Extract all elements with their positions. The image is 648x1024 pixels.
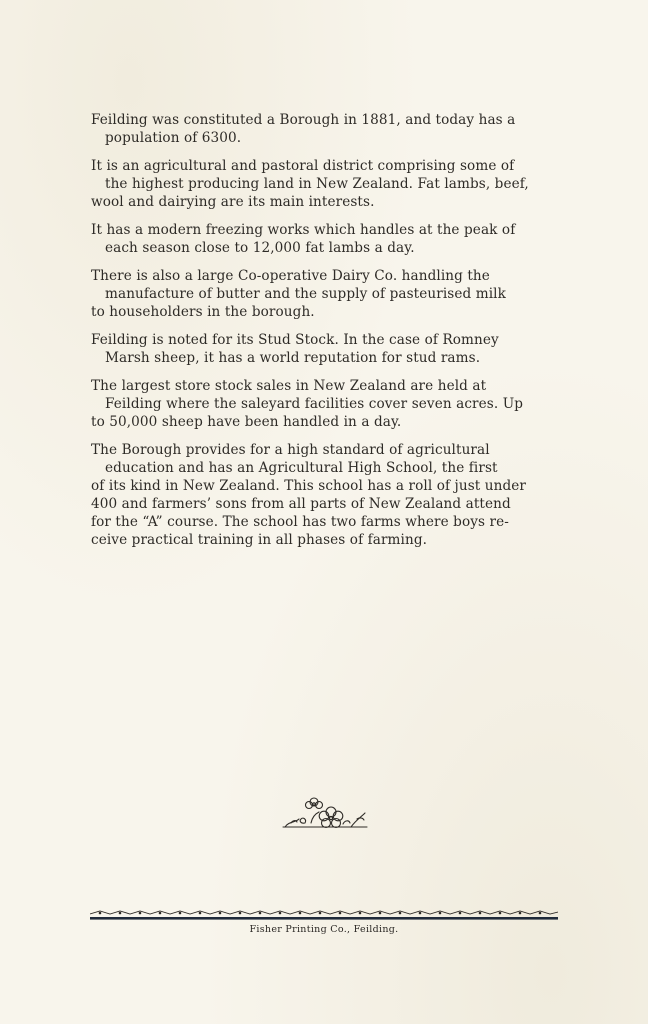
paragraph-line: for the “A” course. The school has two farms where boys re- <box>91 514 509 530</box>
paragraph-freezing-works <box>91 221 559 257</box>
paragraph-dairy <box>91 267 559 321</box>
paragraph-stock-sales <box>91 377 559 431</box>
paragraph-line: The Borough provides for a high standard of agricultural <box>91 442 490 458</box>
printer-credit: Fisher Printing Co., Feilding. <box>249 924 399 935</box>
paragraph-line: of its kind in New Zealand. This school has a roll of just under <box>91 478 527 494</box>
paragraph-line: The largest store stock sales in New Zealand are held at <box>91 378 487 394</box>
paragraph-line: the highest producing land in New Zealand. Fat lambs, beef, <box>105 176 529 192</box>
paragraph-line: Marsh sheep, it has a world reputation for stud rams. <box>105 350 481 366</box>
decorative-rule-border <box>90 907 558 923</box>
paragraph-line: It has a modern freezing works which handles at the peak of <box>91 222 516 238</box>
paragraph-line: each season close to 12,000 fat lambs a day. <box>105 240 415 256</box>
paragraph-stud-stock <box>91 331 559 367</box>
paragraph-borough <box>91 111 559 147</box>
paragraph-line: education and has an Agricultural High School, the first <box>105 460 498 476</box>
body-text <box>91 111 559 559</box>
paragraph-line: to 50,000 sheep have been handled in a day. <box>91 414 402 430</box>
paragraph-line: manufacture of butter and the supply of pasteurised milk <box>105 286 506 302</box>
paragraph-line: Feilding where the saleyard facilities cover seven acres. Up <box>105 396 524 412</box>
paragraph-line: population of 6300. <box>105 130 242 146</box>
flower-ornament-icon <box>281 793 369 833</box>
paragraph-agriculture <box>91 157 559 211</box>
paragraph-line: ceive practical training in all phases of farming. <box>91 532 428 548</box>
paragraph-line: wool and dairying are its main interests. <box>91 194 375 210</box>
paragraph-line: Feilding was constituted a Borough in 1881, and today has a <box>91 112 516 128</box>
paragraph-line: It is an agricultural and pastoral district comprising some of <box>91 158 515 174</box>
paragraph-line: There is also a large Co-operative Dairy Co. handling the <box>91 268 490 284</box>
paragraph-line: Feilding is noted for its Stud Stock. In the case of Romney <box>91 332 499 348</box>
paragraph-education <box>91 441 559 549</box>
paragraph-line: 400 and farmers’ sons from all parts of New Zealand attend <box>91 496 511 512</box>
paragraph-line: to householders in the borough. <box>91 304 315 320</box>
